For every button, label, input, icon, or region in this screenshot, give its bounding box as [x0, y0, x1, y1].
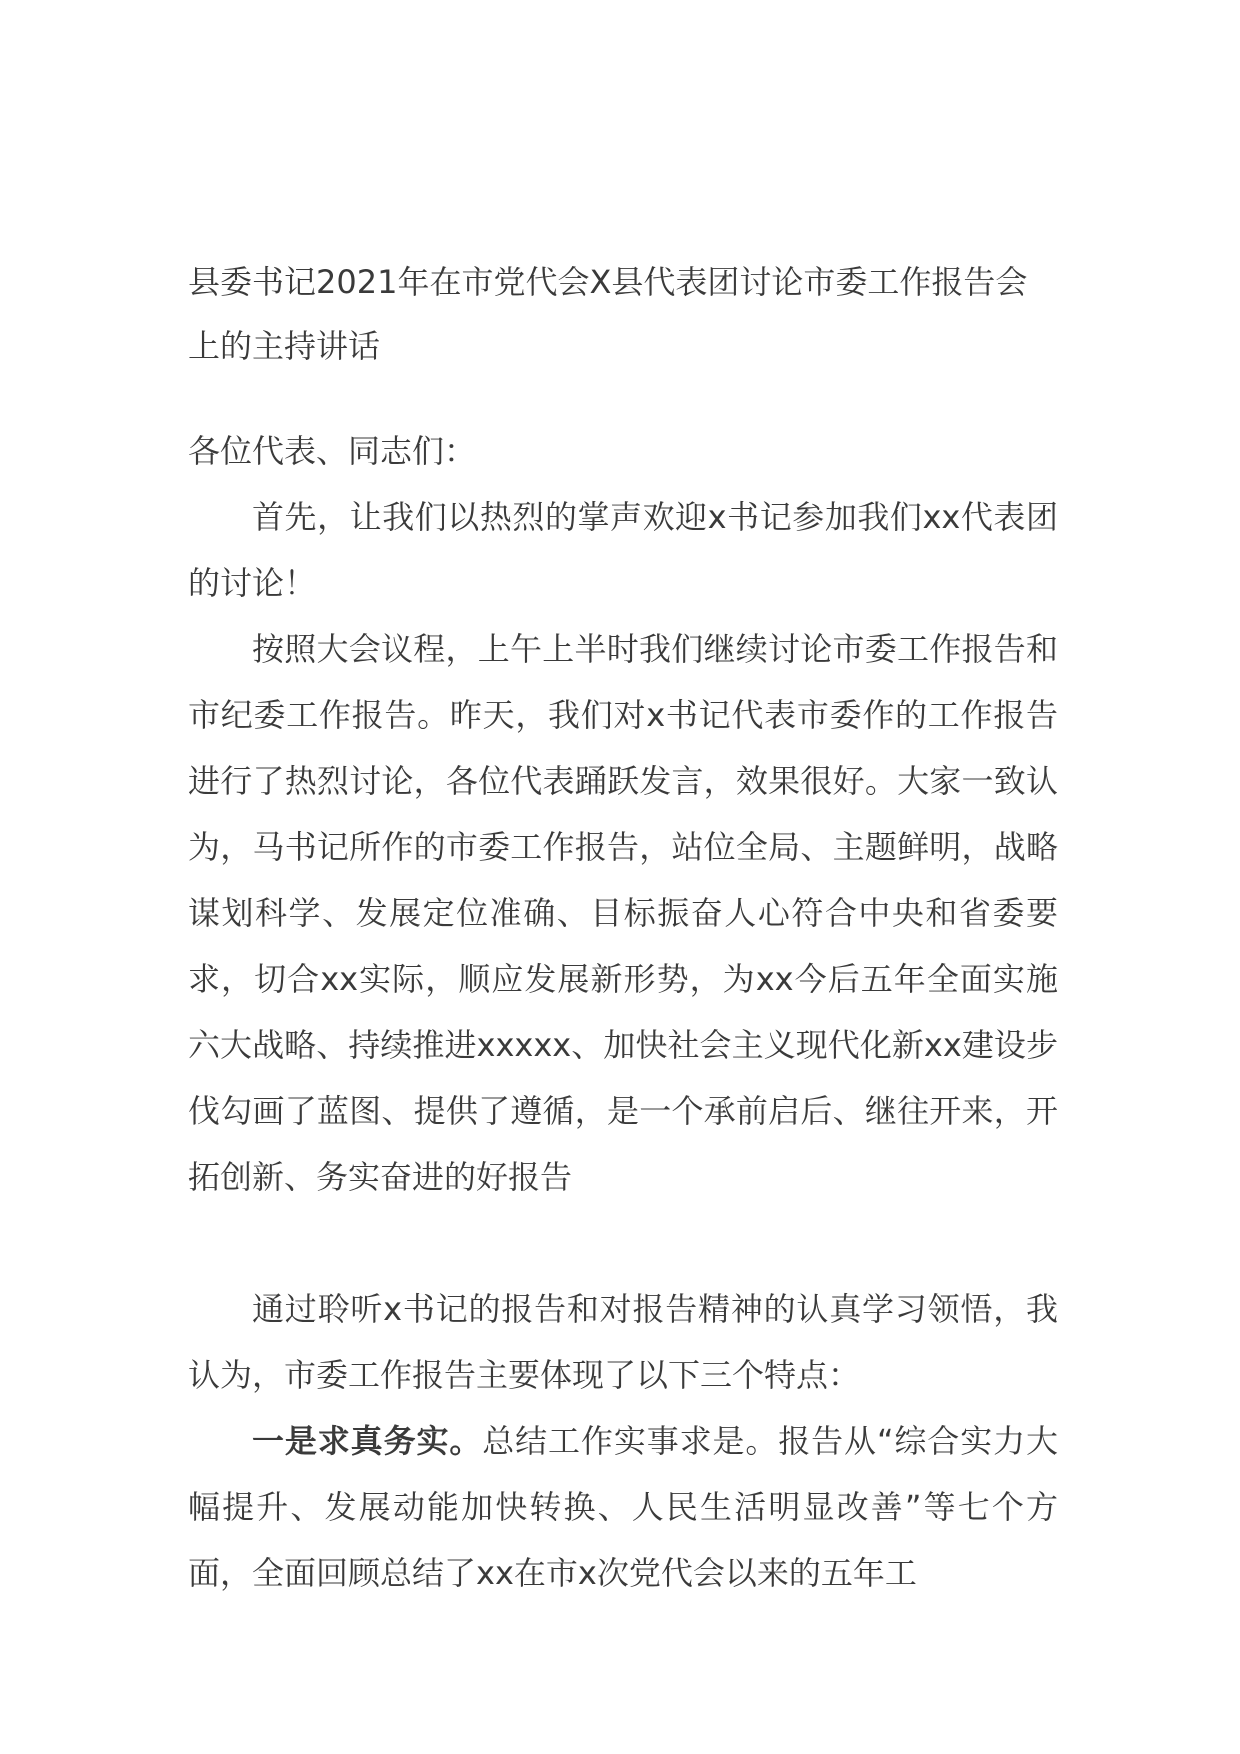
paragraph-text: 首先，让我们以热烈的掌声欢迎x书记参加我们xx代表团的讨论！: [188, 498, 1058, 602]
salutation: 各位代表、同志们：: [188, 432, 477, 470]
paragraph-agenda: [188, 616, 1058, 1210]
paragraph-lead-bold: 一是求真务实。: [252, 1422, 483, 1460]
document-page: [188, 250, 1058, 1606]
paragraph-features-intro: [188, 1276, 1058, 1408]
paragraph-feature-one: [188, 1408, 1058, 1606]
paragraph-text: 通过聆听x书记的报告和对报告精神的认真学习领悟，我认为，市委工作报告主要体现了以下三个特点：: [188, 1290, 1058, 1394]
document-title: 县委书记2021年在市党代会X县代表团讨论市委工作报告会上的主持讲话: [188, 263, 1028, 365]
paragraph-text: 总结工作实事求是。报告从“综合实力大幅提升、发展动能加快转换、人民生活明显改善”等七个方面，全面回顾总结了xx在市x次党代会以来的五年工: [188, 1422, 1058, 1592]
paragraph-text: 按照大会议程，上午上半时我们继续讨论市委工作报告和市纪委工作报告。昨天，我们对x书记代表市委作的工作报告进行了热烈讨论，各位代表踊跃发言，效果很好。大家一致认为，马书记所作的市委工作报告，站位全局、主题鲜明，战略谋划科学、发展定位准确、目标振奋人心符合中央和省委要求，切合xx实际，顺应发展新形势，为xx今后五年全面实施六大战略、持续推进xxxxx、加快社会主义现代化新xx建设步伐勾画了蓝图、提供了遵循，是一个承前启后、继往开来，开拓创新、务实奋进的好报告: [188, 630, 1058, 1196]
paragraph-welcome: [188, 484, 1058, 616]
